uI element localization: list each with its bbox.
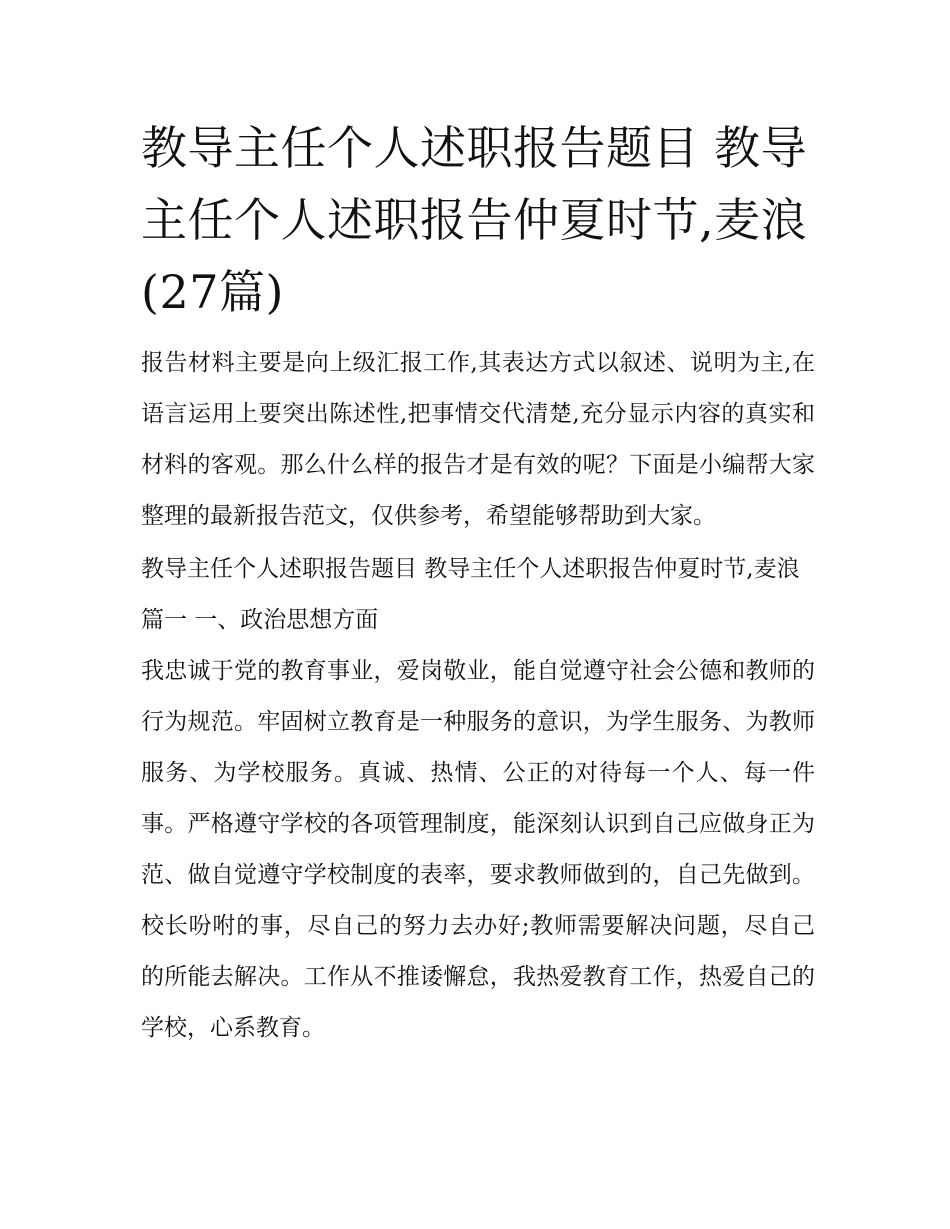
title-spacer [141,328,815,338]
document-title: 教导主任个人述职报告题目 教导主任个人述职报告仲夏时节,麦浪(27篇) [141,121,808,319]
section-heading: 教导主任个人述职报告题目 教导主任个人述职报告仲夏时节,麦浪篇一 一、政治思想方面 [141,556,800,633]
document-content [141,112,815,1054]
body-paragraph: 我忠诚于党的教育事业，爱岗敬业，能自觉遵守社会公德和教师的行为规范。牢固树立教育是一种服务的意识，为学生服务、为教师服务、为学校服务。真诚、热情、公正的对待每一个人、每一件事。严格遵守学校的各项管理制度，能深刻认识到自己应做身正为范、做自觉遵守学校制度的表率，要求教师做到的，自己先做到。校长吩咐的事，尽自己的努力去办好;教师需要解决问题，尽自己的所能去解决。工作从不推诿懈怠，我热爱教育工作，热爱自己的学校，心系教育。 [141,658,815,1041]
intro-paragraph: 报告材料主要是向上级汇报工作,其表达方式以叙述、说明为主,在语言运用上要突出陈述性,把事情交代清楚,充分显示内容的真实和材料的客观。那么什么样的报告才是有效的呢？下面是小编帮大家整理的最新报告范文，仅供参考，希望能够帮助到大家。 [141,350,815,529]
